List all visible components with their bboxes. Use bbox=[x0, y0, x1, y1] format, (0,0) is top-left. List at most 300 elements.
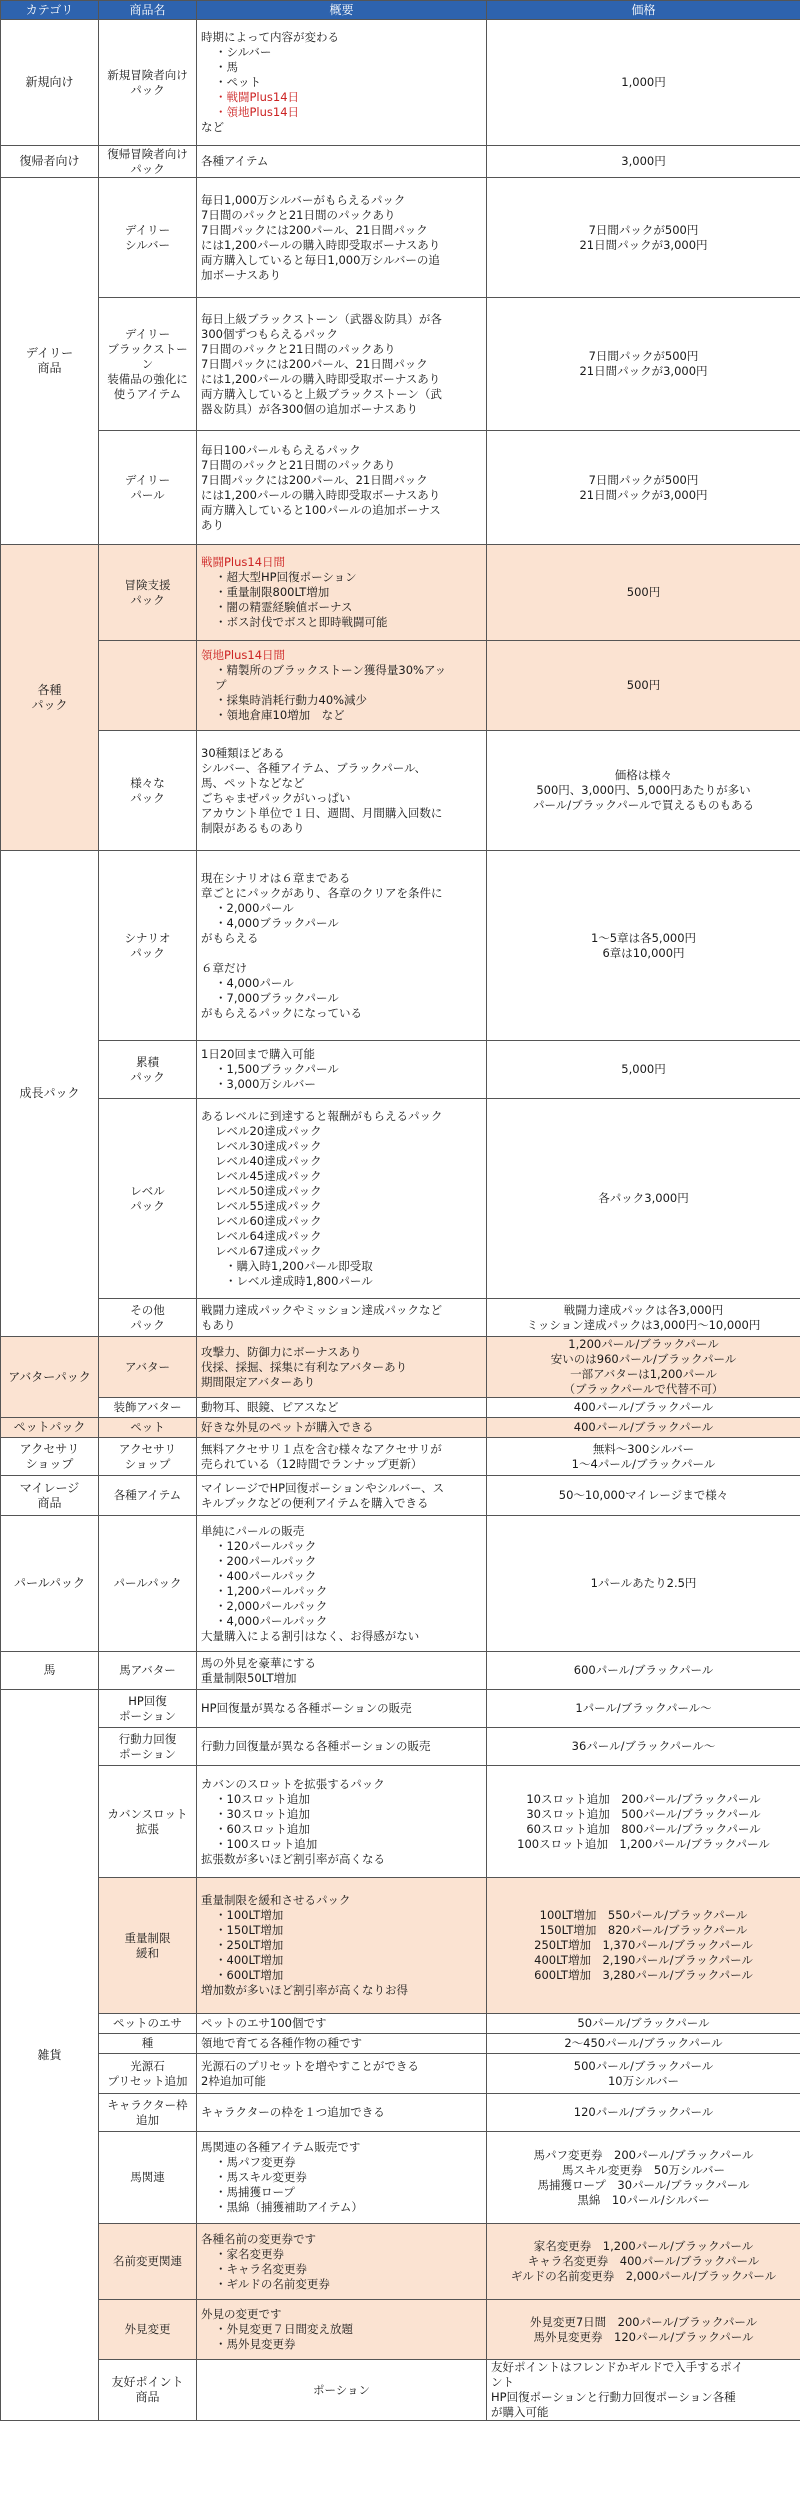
category-label: 雑貨 bbox=[37, 2047, 62, 2062]
product-name-cell bbox=[99, 146, 197, 178]
product-name-line: 累積 bbox=[136, 1054, 159, 1069]
summary-line: 7日間パックには200パール、21日間パック bbox=[201, 356, 428, 371]
header-summary: 概要 bbox=[197, 1, 487, 20]
summary-cell bbox=[197, 2054, 487, 2094]
price-line: 1パールあたり2.5円 bbox=[590, 1576, 697, 1590]
summary-cell bbox=[197, 2034, 487, 2054]
product-name-line: カバンスロット bbox=[107, 1806, 188, 1821]
summary-cell bbox=[197, 545, 487, 641]
product-name-line: プリセット追加 bbox=[107, 2073, 188, 2088]
summary-line: 売られている（12時間でランナップ更新） bbox=[201, 1456, 423, 1471]
summary-line: レベル67達成パック bbox=[215, 1243, 322, 1258]
product-name-line: デイリー bbox=[124, 222, 171, 237]
table-row bbox=[1, 1398, 800, 1418]
product-name-cell bbox=[99, 20, 197, 146]
summary-line: ペットのエサ100個です bbox=[201, 2016, 327, 2030]
product-name-cell bbox=[99, 2014, 197, 2034]
summary-line: ・ペット bbox=[215, 75, 261, 89]
price-line: 7日間パックが500円 bbox=[588, 472, 699, 487]
table-row bbox=[1, 298, 800, 431]
product-name-line: レベル bbox=[130, 1183, 165, 1198]
table-row bbox=[1, 1766, 800, 1878]
summary-line: ・4,000ブラックパール bbox=[215, 915, 339, 930]
category-cell bbox=[1, 1476, 99, 1516]
summary-line: ・採集時消耗行動力40%減少 bbox=[215, 693, 368, 707]
summary-line: あるレベルに到達すると報酬がもらえるパック bbox=[201, 1108, 443, 1123]
price-line: 21日間パックが3,000円 bbox=[579, 487, 708, 502]
product-name-line: ポーション bbox=[118, 1708, 177, 1723]
price-line: 50～10,000マイレージまで様々 bbox=[558, 1488, 729, 1502]
summary-line: ・2,000パールパック bbox=[215, 1598, 328, 1613]
category-cell bbox=[1, 178, 99, 545]
summary-line: 行動力回復量が異なる各種ポーションの販売 bbox=[201, 1739, 431, 1753]
product-name-line: ペットのエサ bbox=[113, 2016, 182, 2030]
summary-cell bbox=[197, 641, 487, 731]
summary-line: 章ごとにパックがあり、各章のクリアを条件に bbox=[201, 885, 443, 900]
summary-cell bbox=[197, 2224, 487, 2300]
category-cell bbox=[1, 545, 99, 851]
summary-line: 戦闘力達成パックやミッション達成パックなど bbox=[201, 1302, 443, 1317]
summary-line: ・10スロット追加 bbox=[215, 1791, 310, 1806]
product-name-line: パール bbox=[130, 487, 165, 502]
category-label: 新規向け bbox=[25, 75, 74, 89]
category-label: アクセサリ bbox=[19, 1441, 80, 1456]
price-line: 馬外見変更券 120パール/ブラックパール bbox=[533, 2329, 754, 2344]
summary-line: 友好ポイントはフレンドかギルドで入手するポイ bbox=[491, 2360, 744, 2374]
price-line: 家名変更券 1,200パール/ブラックパール bbox=[533, 2239, 754, 2253]
summary-line: ・250LT増加 bbox=[215, 1938, 284, 1952]
summary-cell bbox=[197, 178, 487, 298]
category-cell bbox=[1, 1418, 99, 1438]
category-cell bbox=[1, 20, 99, 146]
product-name-line: アバター bbox=[124, 1359, 171, 1374]
summary-line: 制限があるものあり bbox=[201, 820, 305, 835]
price-line: 500パール/ブラックパール bbox=[573, 2058, 714, 2073]
table-row bbox=[1, 2300, 800, 2360]
price-line: 150LT増加 820パール/ブラックパール bbox=[539, 1923, 748, 1937]
summary-line: 重量制限50LT増加 bbox=[201, 1670, 297, 1685]
summary-line: ・7,000ブラックパール bbox=[215, 990, 339, 1005]
table-row bbox=[1, 2360, 800, 2421]
price-cell bbox=[487, 1041, 800, 1099]
summary-line: レベル20達成パック bbox=[215, 1123, 322, 1138]
product-name-line: 光源石 bbox=[130, 2058, 165, 2073]
product-name-cell bbox=[99, 431, 197, 545]
table-row bbox=[1, 2224, 800, 2300]
price-cell bbox=[487, 1516, 800, 1652]
category-label: 商品 bbox=[37, 361, 62, 375]
summary-line: 外見の変更です bbox=[201, 2307, 282, 2321]
table-row bbox=[1, 1652, 800, 1690]
summary-line: 光源石のプリセットを増やすことができる bbox=[201, 2058, 419, 2073]
summary-line: 現在シナリオは６章まである bbox=[201, 870, 351, 885]
product-name-line: 冒険支援 bbox=[124, 577, 171, 592]
price-line: 60スロット追加 800パール/ブラックパール bbox=[526, 1821, 761, 1836]
product-name-line: パック bbox=[130, 592, 165, 607]
summary-cell bbox=[197, 1099, 487, 1299]
summary-cell bbox=[197, 1438, 487, 1476]
category-label: ペットパック bbox=[13, 1420, 86, 1434]
summary-line: には1,200パールの購入時即受取ボーナスあり bbox=[201, 487, 441, 502]
price-cell bbox=[487, 2094, 800, 2132]
summary-line: 馬の外見を豪華にする bbox=[201, 1655, 316, 1670]
summary-line: ・領地倉庫10増加 など bbox=[215, 708, 345, 722]
price-line: 600LT増加 3,280パール/ブラックパール bbox=[534, 1968, 753, 1982]
summary-line: 7日間パックには200パール、21日間パック bbox=[201, 472, 428, 487]
product-name-cell bbox=[99, 1878, 197, 2014]
category-label: 商品 bbox=[135, 2390, 160, 2404]
price-line: 各パック3,000円 bbox=[598, 1191, 689, 1205]
product-name-cell bbox=[99, 545, 197, 641]
product-name-line: ショップ bbox=[124, 1456, 171, 1471]
price-line: 100LT増加 550パール/ブラックパール bbox=[539, 1908, 748, 1922]
summary-line: 30種類ほどある bbox=[201, 745, 285, 760]
table-row bbox=[1, 1337, 800, 1398]
summary-line: カバンのスロットを拡張するパック bbox=[201, 1776, 385, 1791]
summary-line: ・馬捕獲ロープ bbox=[215, 2185, 295, 2199]
summary-line: ・120パールパック bbox=[215, 1538, 317, 1553]
product-name-cell bbox=[99, 1516, 197, 1652]
price-cell bbox=[487, 851, 800, 1041]
summary-line: 各種名前の変更券です bbox=[201, 2231, 316, 2246]
price-line: 100スロット追加 1,200パール/ブラックパール bbox=[517, 1836, 770, 1851]
product-name-line: パック bbox=[130, 1317, 165, 1332]
summary-line: 大量購入による割引はなく、お得感がない bbox=[201, 1628, 420, 1643]
summary-line: レベル55達成パック bbox=[215, 1198, 322, 1213]
product-name-cell bbox=[197, 2360, 487, 2421]
category-cell bbox=[1, 1337, 99, 1418]
summary-line: ・購入時1,200パール即受取 bbox=[225, 1258, 373, 1273]
category-cell bbox=[1, 1652, 99, 1690]
summary-line: ６章だけ bbox=[201, 960, 247, 975]
summary-cell bbox=[197, 1337, 487, 1398]
summary-line: 重量制限を緩和させるパック bbox=[201, 1893, 351, 1907]
summary-line: ・精製所のブラックストーン獲得量30%アッ bbox=[215, 663, 447, 677]
product-name-cell bbox=[99, 1299, 197, 1337]
summary-line: 300個ずつもらえるパック bbox=[201, 326, 338, 341]
price-line: 1～5章は各5,000円 bbox=[590, 930, 697, 945]
price-cell bbox=[487, 1690, 800, 1728]
summary-line: 馬関連の各種アイテム販売です bbox=[201, 2140, 361, 2154]
table-row bbox=[1, 1516, 800, 1652]
product-name-cell bbox=[99, 1652, 197, 1690]
summary-line: ・600LT増加 bbox=[215, 1968, 284, 1982]
price-line: 7日間パックが500円 bbox=[588, 349, 699, 363]
product-name-line: パック bbox=[130, 161, 165, 176]
summary-line: 7日間のパックと21日間のパックあり bbox=[201, 457, 396, 472]
price-cell bbox=[487, 1337, 800, 1398]
summary-line: ・400LT増加 bbox=[215, 1953, 284, 1967]
price-line: 1,000円 bbox=[621, 75, 666, 89]
summary-cell bbox=[487, 2360, 800, 2421]
category-label: ショップ bbox=[25, 1456, 74, 1471]
category-cell bbox=[99, 2360, 197, 2421]
table-row bbox=[1, 731, 800, 851]
summary-line: マイレージでHP回復ポーションやシルバー、ス bbox=[201, 1480, 445, 1495]
product-name-line: 馬関連 bbox=[130, 2170, 165, 2184]
summary-line: 7日間のパックと21日間のパックあり bbox=[201, 207, 396, 222]
summary-line bbox=[201, 946, 482, 961]
product-name-line: ポーション bbox=[118, 1746, 177, 1761]
summary-line: レベル64達成パック bbox=[215, 1228, 322, 1243]
summary-cell bbox=[197, 1766, 487, 1878]
price-line: 50パール/ブラックパール bbox=[577, 2016, 710, 2030]
category-label: デイリー bbox=[25, 346, 74, 360]
product-name-cell bbox=[99, 2224, 197, 2300]
category-cell bbox=[1, 1516, 99, 1652]
product-name-line: 名前変更関連 bbox=[113, 2254, 182, 2268]
category-label: パック bbox=[31, 697, 68, 712]
summary-line: ・闇の精霊経験値ボーナス bbox=[215, 600, 353, 614]
table-row bbox=[1, 1418, 800, 1438]
table-row bbox=[1, 2014, 800, 2034]
summary-line: ・60スロット追加 bbox=[215, 1821, 310, 1836]
price-line: ギルドの名前変更券 2,000パール/ブラックパール bbox=[510, 2269, 777, 2283]
product-name-cell bbox=[99, 2034, 197, 2054]
summary-line: 時期によって内容が変わる bbox=[201, 30, 339, 44]
summary-line: 毎日1,000万シルバーがもらえるパック bbox=[201, 192, 406, 207]
price-line: 5,000円 bbox=[621, 1062, 666, 1076]
price-line: 2～450パール/ブラックパール bbox=[564, 2036, 723, 2050]
summary-line: レベル45達成パック bbox=[215, 1168, 322, 1183]
summary-line: 2枠追加可能 bbox=[201, 2073, 266, 2088]
summary-cell bbox=[197, 2132, 487, 2224]
price-cell bbox=[487, 1418, 800, 1438]
price-line: パール/ブラックパールで買えるものもある bbox=[533, 798, 754, 812]
price-line: 7日間パックが500円 bbox=[588, 222, 699, 237]
category-label: マイレージ bbox=[19, 1480, 80, 1495]
price-line: 21日間パックが3,000円 bbox=[579, 364, 708, 378]
table-row bbox=[1, 2132, 800, 2224]
product-name-cell bbox=[99, 1476, 197, 1516]
summary-line: キャラクターの枠を１つ追加できる bbox=[201, 2105, 385, 2119]
summary-line: ント bbox=[491, 2375, 514, 2389]
product-name-line: デイリー bbox=[124, 326, 171, 341]
product-name-cell bbox=[99, 2300, 197, 2360]
price-cell bbox=[487, 2014, 800, 2034]
summary-line: 無料アクセサリ１点を含む様々なアクセサリが bbox=[201, 1441, 442, 1456]
summary-line: 馬、ペットなどなど bbox=[201, 775, 305, 790]
summary-line: 器＆防具）が各300個の追加ボーナスあり bbox=[201, 401, 418, 416]
summary-line: 7日間パックには200パール、21日間パック bbox=[201, 222, 428, 237]
table-row bbox=[1, 1041, 800, 1099]
summary-line: ・1,200パールパック bbox=[215, 1583, 328, 1598]
summary-cell bbox=[197, 1418, 487, 1438]
product-name-cell bbox=[99, 851, 197, 1041]
product-name-line: 外見変更 bbox=[124, 2322, 171, 2336]
summary-line: ・戦闘Plus14日 bbox=[215, 90, 300, 104]
summary-line: ・100スロット追加 bbox=[215, 1836, 318, 1851]
summary-line: ・馬外見変更券 bbox=[215, 2337, 296, 2351]
product-name-line: パック bbox=[130, 82, 165, 97]
product-name-line: 追加 bbox=[136, 2112, 159, 2127]
product-name-cell bbox=[99, 2094, 197, 2132]
price-line: 120パール/ブラックパール bbox=[573, 2105, 714, 2119]
category-label: 成長パック bbox=[19, 1086, 80, 1100]
summary-cell bbox=[197, 1728, 487, 1766]
product-name-line: ペット bbox=[130, 1420, 165, 1434]
product-name-cell bbox=[99, 1398, 197, 1418]
price-cell bbox=[487, 431, 800, 545]
summary-line: アカウント単位で１日、週間、月間購入回数に bbox=[201, 805, 443, 820]
price-line: 21日間パックが3,000円 bbox=[579, 237, 708, 252]
price-line: 400LT増加 2,190パール/ブラックパール bbox=[534, 1953, 753, 1967]
summary-line: HP回復量が異なる各種ポーションの販売 bbox=[201, 1701, 412, 1715]
product-name-line: パールパック bbox=[113, 1576, 182, 1590]
price-cell bbox=[487, 20, 800, 146]
summary-line: ・400パールパック bbox=[215, 1568, 317, 1583]
category-label: 復帰者向け bbox=[19, 154, 80, 168]
summary-line: ・馬パフ変更券 bbox=[215, 2155, 296, 2169]
summary-cell bbox=[197, 1041, 487, 1099]
price-line: 安いのは960パール/ブラックパール bbox=[550, 1352, 737, 1366]
price-line: 250LT増加 1,370パール/ブラックパール bbox=[534, 1938, 753, 1952]
summary-line: 1日20回まで購入可能 bbox=[201, 1047, 315, 1061]
price-line: 500円 bbox=[626, 585, 661, 599]
price-line: 3,000円 bbox=[621, 154, 666, 168]
summary-cell bbox=[197, 1690, 487, 1728]
product-name-line: パック bbox=[130, 790, 165, 805]
product-name-cell bbox=[99, 731, 197, 851]
summary-line: ・100LT増加 bbox=[215, 1908, 284, 1922]
summary-line: プ bbox=[215, 678, 227, 692]
table-row bbox=[1, 2094, 800, 2132]
summary-line: ・シルバー bbox=[215, 45, 272, 59]
product-name-cell bbox=[99, 2132, 197, 2224]
price-line: 馬パフ変更券 200パール/ブラックパール bbox=[533, 2147, 754, 2162]
table-row bbox=[1, 2054, 800, 2094]
price-line: 600パール/ブラックパール bbox=[573, 1663, 714, 1677]
price-line: 1パール/ブラックパール～ bbox=[575, 1701, 712, 1715]
product-name-line: 装飾アバター bbox=[113, 1400, 182, 1414]
price-line: 36パール/ブラックパール～ bbox=[571, 1739, 716, 1753]
summary-line: がもらえるパックになっている bbox=[201, 1005, 362, 1020]
summary-line: ・キャラ名変更券 bbox=[215, 2261, 307, 2276]
product-name-line: 行動力回復 bbox=[118, 1731, 177, 1746]
product-name-cell bbox=[99, 1438, 197, 1476]
summary-line: 毎日100パールもらえるパック bbox=[201, 442, 361, 457]
summary-line: レベル50達成パック bbox=[215, 1183, 322, 1198]
summary-line: ・家名変更券 bbox=[215, 2246, 284, 2261]
product-name-line: キャラクター枠 bbox=[107, 2097, 188, 2112]
summary-cell bbox=[197, 731, 487, 851]
summary-line: 攻撃力、防御力にボーナスあり bbox=[201, 1344, 362, 1359]
price-cell bbox=[487, 1766, 800, 1878]
summary-line: あり bbox=[201, 517, 224, 532]
price-line: 黒綿 10パール/シルバー bbox=[577, 2192, 710, 2207]
product-name-line: 様々な bbox=[130, 775, 165, 790]
table-row bbox=[1, 641, 800, 731]
summary-line: ・1,500ブラックパール bbox=[215, 1062, 339, 1076]
product-name-cell bbox=[99, 1690, 197, 1728]
price-cell bbox=[487, 1476, 800, 1516]
price-cell bbox=[487, 2132, 800, 2224]
category-label: 商品 bbox=[37, 1495, 62, 1510]
product-name-line: 拡張 bbox=[136, 1821, 159, 1836]
category-cell bbox=[1, 1438, 99, 1476]
summary-line: ・30スロット追加 bbox=[215, 1806, 310, 1821]
summary-cell bbox=[197, 1476, 487, 1516]
summary-line: HP回復ポーションと行動力回復ポーション各種 bbox=[491, 2390, 736, 2404]
summary-line: 戦闘Plus14日間 bbox=[201, 555, 286, 569]
table-row bbox=[1, 1690, 800, 1728]
price-line: 500円 bbox=[626, 678, 661, 692]
price-cell bbox=[487, 545, 800, 641]
product-name-cell bbox=[99, 178, 197, 298]
summary-cell bbox=[197, 1299, 487, 1337]
price-line: 1～4パール/ブラックパール bbox=[571, 1456, 716, 1471]
table-body bbox=[1, 20, 800, 2421]
summary-line: には1,200パールの購入時即受取ボーナスあり bbox=[201, 371, 441, 386]
price-cell bbox=[487, 1099, 800, 1299]
price-line: 馬スキル変更券 50万シルバー bbox=[562, 2162, 725, 2177]
price-cell bbox=[487, 2300, 800, 2360]
product-name-line: 復帰冒険者向け bbox=[107, 146, 188, 161]
header-product-name: 商品名 bbox=[99, 1, 197, 20]
summary-line: ・馬 bbox=[215, 60, 238, 74]
price-line: 馬捕獲ロープ 30パール/ブラックパール bbox=[537, 2177, 750, 2192]
product-name-line: アクセサリ bbox=[118, 1441, 177, 1456]
product-name-line: 各種アイテム bbox=[113, 1488, 182, 1502]
price-cell bbox=[487, 641, 800, 731]
category-label: パールパック bbox=[14, 1576, 85, 1590]
price-line: 1,200パール/ブラックパール bbox=[568, 1337, 719, 1351]
price-line: ミッション達成パックは3,000円～10,000円 bbox=[526, 1317, 761, 1332]
price-cell bbox=[487, 1728, 800, 1766]
summary-cell bbox=[197, 146, 487, 178]
product-name-line: ブラックストーン bbox=[107, 341, 188, 371]
price-line: （ブラックパールで代替不可） bbox=[563, 1382, 724, 1396]
price-line: 一部アバターは1,200パール bbox=[570, 1367, 717, 1381]
summary-cell bbox=[197, 2300, 487, 2360]
product-name-cell bbox=[99, 1099, 197, 1299]
category-cell bbox=[1, 146, 99, 178]
product-name-line: その他 bbox=[130, 1302, 165, 1317]
price-line: 400パール/ブラックパール bbox=[573, 1420, 714, 1434]
category-label: 馬 bbox=[43, 1663, 56, 1677]
summary-line: がもらえる bbox=[201, 930, 259, 945]
summary-line: レベル40達成パック bbox=[215, 1153, 322, 1168]
price-line: 30スロット追加 500パール/ブラックパール bbox=[526, 1806, 761, 1821]
price-cell bbox=[487, 1878, 800, 2014]
table-row bbox=[1, 1728, 800, 1766]
summary-line: ・4,000パール bbox=[215, 975, 294, 990]
summary-cell bbox=[197, 851, 487, 1041]
product-name-cell bbox=[99, 641, 197, 731]
price-line: 500円、3,000円、5,000円あたりが多い bbox=[536, 783, 751, 797]
summary-line: 両方購入していると毎日1,000万シルバーの追 bbox=[201, 252, 440, 267]
price-cell bbox=[487, 178, 800, 298]
price-cell bbox=[487, 146, 800, 178]
summary-line: ・領地Plus14日 bbox=[215, 105, 300, 119]
summary-line: が購入可能 bbox=[491, 2405, 549, 2419]
summary-line: ・3,000万シルバー bbox=[215, 1077, 316, 1091]
summary-cell bbox=[197, 2094, 487, 2132]
summary-line: ・重量制限800LT増加 bbox=[215, 585, 330, 599]
summary-line: 期間限定アバターあり bbox=[201, 1374, 316, 1389]
price-line: 価格は様々 bbox=[614, 768, 673, 782]
summary-line: シルバー、各種アイテム、ブラックパール、 bbox=[201, 760, 427, 775]
product-name-line: 馬アバター bbox=[119, 1663, 176, 1677]
summary-line: 好きな外見のペットが購入できる bbox=[201, 1420, 374, 1434]
header-price: 価格 bbox=[487, 1, 800, 20]
summary-cell bbox=[197, 431, 487, 545]
price-cell bbox=[487, 1398, 800, 1418]
summary-cell bbox=[197, 1516, 487, 1652]
summary-line: レベル30達成パック bbox=[215, 1138, 322, 1153]
product-name-cell bbox=[99, 1766, 197, 1878]
price-line: 6章は10,000円 bbox=[602, 945, 685, 960]
